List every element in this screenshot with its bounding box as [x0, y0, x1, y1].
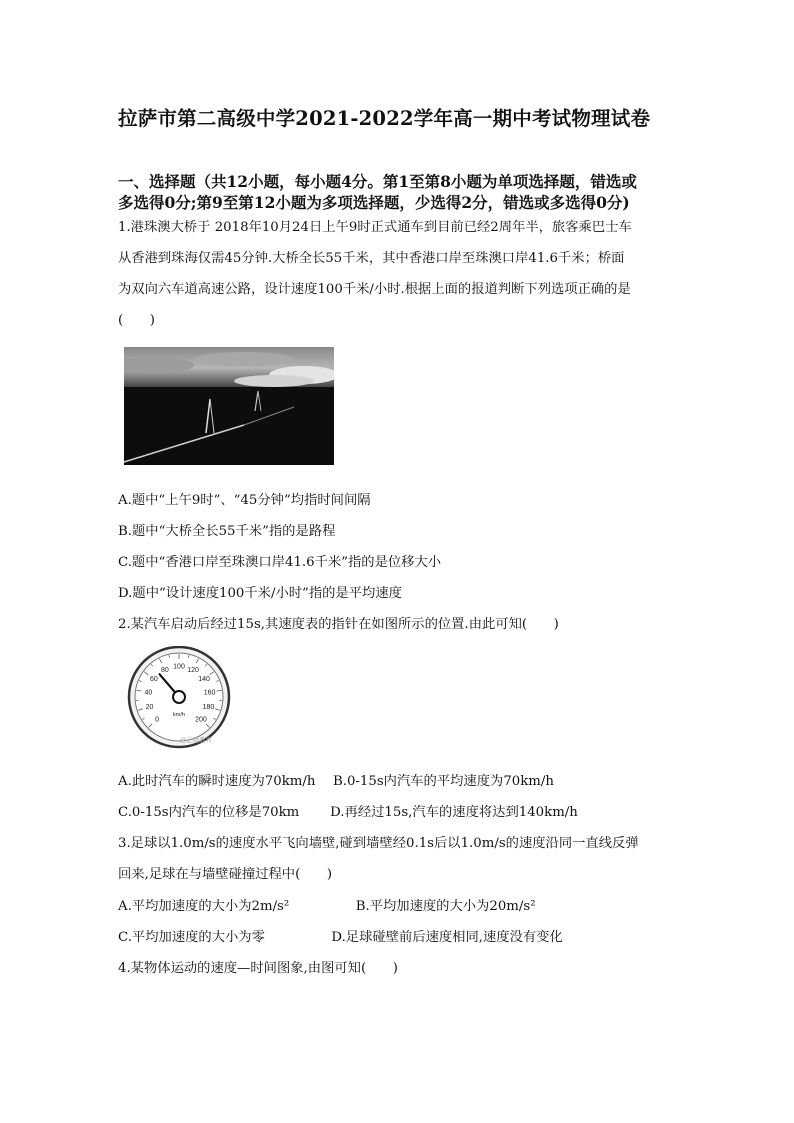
- speedometer-tick-label: 140: [198, 676, 210, 684]
- q3-stem-line-1: 3.足球以1.0m/s的速度水平飞向墙壁,碰到墙壁经0.1s后以1.0m/s的速度沿同一直线反弹: [118, 836, 639, 851]
- section-heading-line-2: 多选得0分;第9至第12小题为多项选择题，少选得2分，错选或多选得0分): [118, 193, 630, 212]
- speedometer-tick-label: 20: [145, 703, 154, 711]
- bridge-photo: [124, 347, 334, 465]
- speedometer-tick-label: 180: [202, 703, 215, 711]
- speedometer-tick-label: 120: [187, 666, 199, 674]
- q2-stem: 2.某汽车启动后经过15s,其速度表的指针在如图所示的位置.由此可知( ): [118, 617, 559, 632]
- speedometer-tick-label: 40: [144, 689, 153, 697]
- section-heading-line-1: 一、选择题（共12小题，每小题4分。第1至第8小题为单项选择题，错选或: [118, 172, 637, 191]
- q1-option-d: D.题中“设计速度100千米/小时”指的是平均速度: [118, 586, 402, 601]
- q1-option-a: A.题中“上午9时”、“45分钟”均指时间间隔: [118, 493, 371, 508]
- needle-hub: [173, 691, 185, 703]
- q1-stem-line-1: 1.港珠澳大桥于 2018年10月24日上午9时正式通车到目前已经2周年半，旅客乘巴士车: [118, 220, 632, 235]
- speedometer-tick-label: 200: [195, 716, 207, 724]
- q3-stem-line-2: 回来,足球在与墙壁碰撞过程中( ): [118, 867, 333, 882]
- q1-stem-line-4: ( ): [118, 313, 155, 328]
- page-title: 拉萨市第二高级中学2021-2022学年高一期中考试物理试卷: [118, 107, 651, 130]
- watermark: @正确教育: [179, 737, 213, 744]
- q1-option-b: B.题中“大桥全长55千米”指的是路程: [118, 524, 336, 539]
- q1-stem-line-3: 为双向六车道高速公路，设计速度100千米/小时.根据上面的报道判断下列选项正确的是: [118, 282, 631, 297]
- speedometer-tick-label: 60: [150, 676, 158, 684]
- speedometer-tick-label: 80: [161, 666, 169, 674]
- q3-options-ab: A.平均加速度的大小为2m/s² B.平均加速度的大小为20m/s²: [118, 899, 536, 914]
- q2-options-ab: A.此时汽车的瞬时速度为70km/h B.0-15s内汽车的平均速度为70km/h: [118, 774, 554, 789]
- speedometer-tick-label: 100: [173, 663, 185, 671]
- q2-options-cd: C.0-15s内汽车的位移是70km D.再经过15s,汽车的速度将达到140km/h: [118, 805, 578, 820]
- speedometer-figure: [124, 646, 234, 750]
- q4-stem: 4.某物体运动的速度—时间图象,由图可知( ): [118, 961, 398, 976]
- speedometer-tick-label: 0: [155, 716, 160, 724]
- speedometer-unit: km/h: [173, 712, 185, 718]
- q3-options-cd: C.平均加速度的大小为零 D.足球碰壁前后速度相同,速度没有变化: [118, 930, 563, 945]
- q1-stem-line-2: 从香港到珠海仅需45分钟.大桥全长55千米，其中香港口岸至珠澳口岸41.6千米；桥面: [118, 251, 625, 266]
- speedometer-tick-label: 160: [203, 689, 216, 697]
- q1-option-c: C.题中“香港口岸至珠澳口岸41.6千米”指的是位移大小: [118, 555, 442, 570]
